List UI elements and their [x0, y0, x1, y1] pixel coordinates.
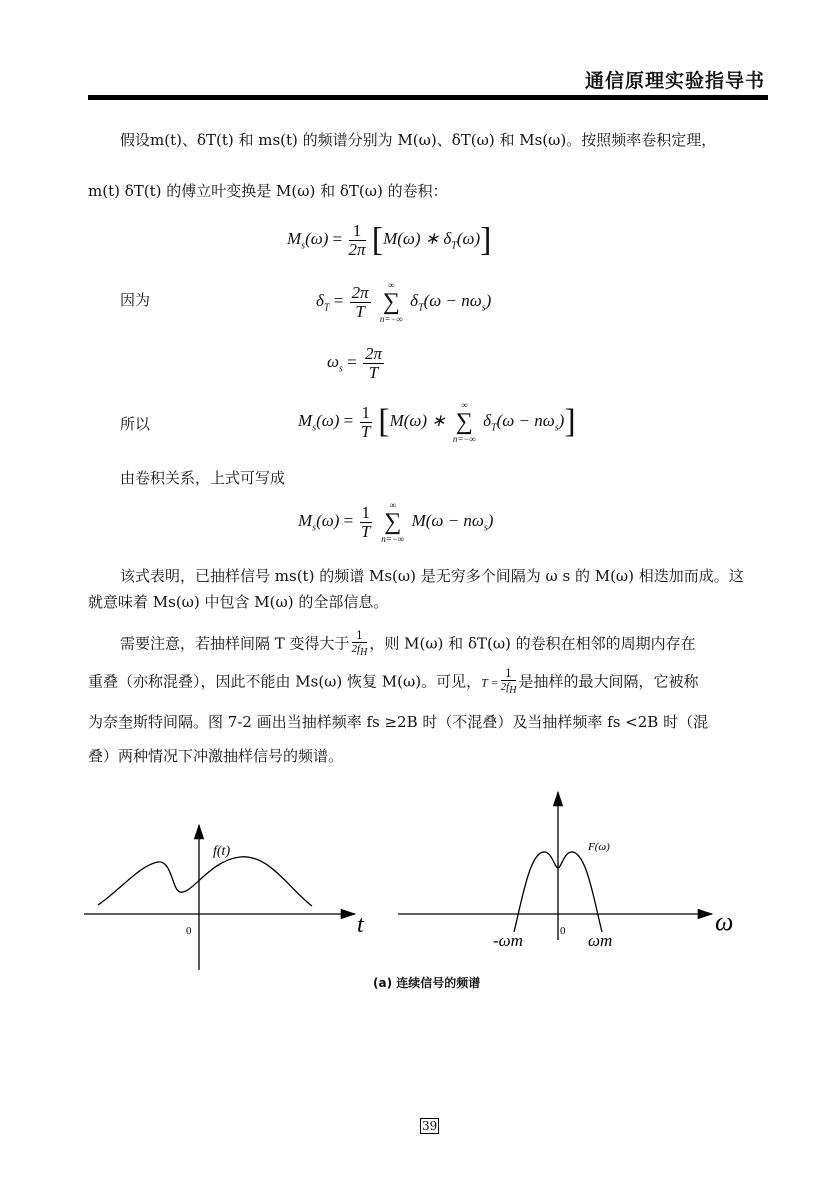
header-rule [88, 95, 768, 100]
right-curve-label: F(ω) [588, 841, 610, 853]
para1-line1: 假设m(t)、δT(t) 和 ms(t) 的频谱分别为 M(ω)、δT(ω) 和 Ms(ω)。按照频率卷积定理， [120, 131, 717, 149]
signal-curve [98, 857, 312, 906]
para2-line2: 就意味着 Ms(ω) 中包含 M(ω) 的全部信息。 [88, 593, 389, 611]
equation-ms-sum-delta: $M_s(\omega)$ = $\frac{1}{T}$ [M(ω) ∗ ∞ ∑ n=−∞ $\delta_T(\omega - n\omega_s)$] [298, 400, 576, 444]
para3-line4: 叠）两种情况下冲激抽样信号的频谱。 [88, 747, 344, 765]
fraction-t-equals: $\frac{1}{2f_H}$ [500, 667, 517, 697]
left-origin-label: 0 [186, 925, 192, 937]
spectrum-plot [398, 792, 733, 950]
para2-line1: 该式表明，已抽样信号 ms(t) 的频谱 Ms(ω) 是无穷多个间隔为 ω s 的 M(ω) 相迭加而成。这 [120, 567, 744, 585]
equation-ms-final: $M_s(\omega)$ = $\frac{1}{T}$ ∞ ∑ n=−∞ $M(\omega - n\omega_s)$ [298, 500, 494, 544]
right-origin-label: 0 [560, 925, 566, 937]
para3-line3: 为奈奎斯特间隔。图 7-2 画出当抽样频率 fs ≥2B 时（不混叠）及当抽样频率 fs <2B 时（混 [88, 713, 709, 731]
para3-line2b: 是抽样的最大间隔，它被称 [518, 672, 699, 691]
left-axis-label: t [357, 912, 364, 938]
page-number: 39 [422, 1119, 438, 1133]
header-title: 通信原理实验指导书 [584, 70, 765, 92]
equation-ms-convolution: $M_s(\omega)$ = $\frac{1}{2\pi}$ [M(ω) ∗ $\delta_T(\omega)$] [287, 221, 492, 259]
pos-omega-m-label: ωm [588, 931, 613, 950]
fraction-1-over-2fh: $\frac{1}{2f_H}$ [351, 629, 368, 659]
neg-omega-m-label: -ωm [493, 931, 523, 950]
label-therefore: 所以 [120, 415, 151, 433]
para1-line2: m(t) δT(t) 的傅立叶变换是 M(ω) 和 δT(ω) 的卷积： [88, 182, 448, 200]
equation-delta-t: $\delta_T$ = $\frac{2\pi}{T}$ ∞ ∑ n=−∞ $\delta_T(\omega - n\omega_s)$ [316, 280, 492, 324]
left-curve-label: f(t) [213, 844, 231, 859]
para3-line2: 重叠（亦称混叠），因此不能由 Ms(ω) 恢复 M(ω)。可见，T = $\frac{1}{2f_H}$ 是抽样的最大间隔，它被称 [88, 667, 699, 697]
para3-line1 [120, 630, 696, 659]
right-axis-label: ω [715, 907, 734, 936]
figure-caption: (a) 连续信号的频谱 [373, 976, 481, 990]
spectrum-figure [0, 780, 833, 980]
label-convolution: 由卷积关系，上式可写成 [120, 469, 286, 487]
para3-line1b: ，则 M(ω) 和 δT(ω) 的卷积在相邻的周期内存在 [369, 634, 696, 653]
equation-omega-s: $\omega_s$ = $\frac{2\pi}{T}$ [327, 344, 383, 382]
para3-line1a: 需要注意，若抽样间隔 T 变得大于 [120, 634, 350, 653]
label-because: 因为 [120, 291, 151, 309]
para3-line2a: 重叠（亦称混叠），因此不能由 Ms(ω) 恢复 M(ω)。可见， [88, 672, 482, 691]
continuous-signal-plot [84, 825, 365, 970]
